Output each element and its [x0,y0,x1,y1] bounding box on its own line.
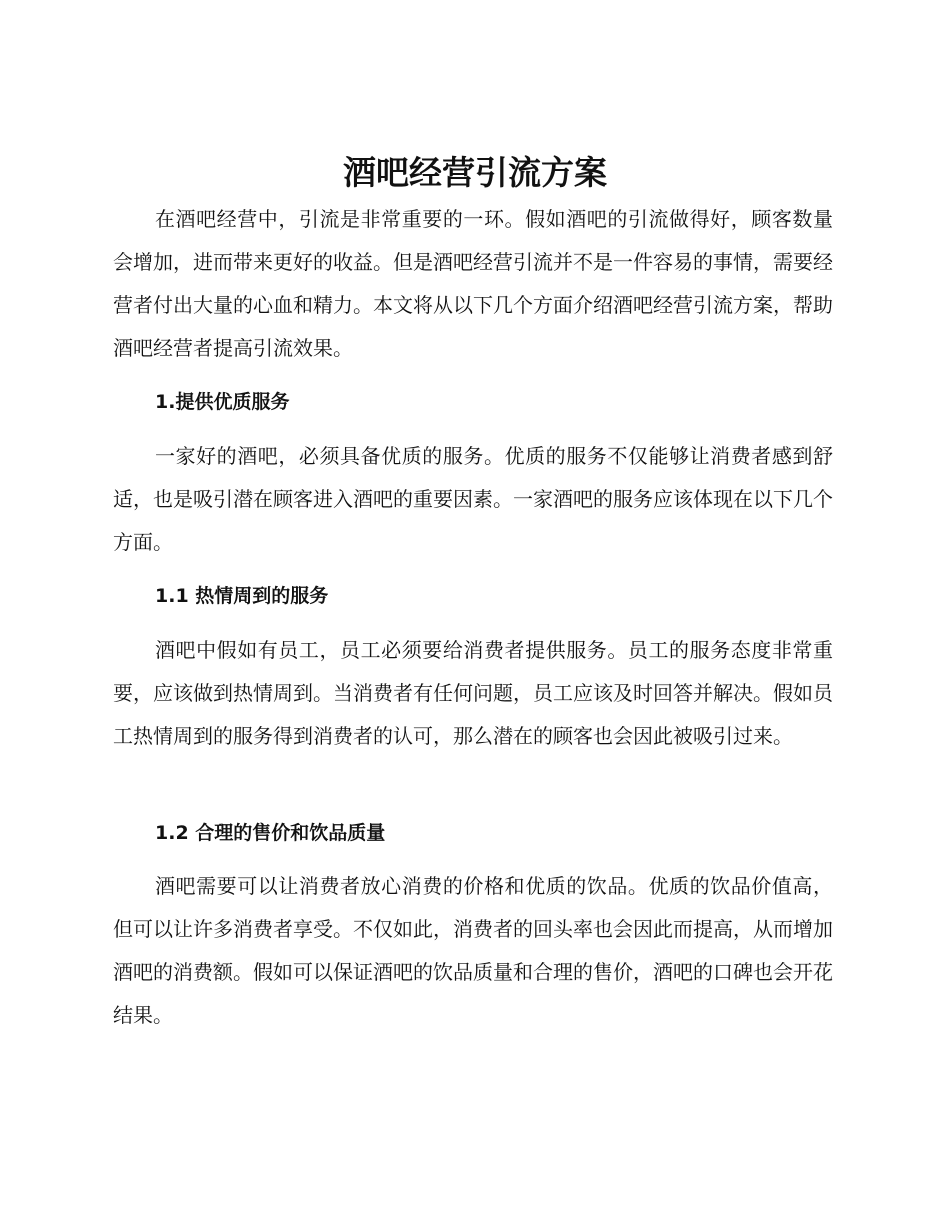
section-paragraph-1-1: 酒吧中假如有员工，员工必须要给消费者提供服务。员工的服务态度非常重要，应该做到热情周到。当消费者有任何问题，员工应该及时回答并解决。假如员工热情周到的服务得到消费者的认可，那么潜在的顾客也会因此被吸引过来。 [113,638,833,748]
section-heading-1-2: 1.2 合理的售价和饮品质量 [155,822,386,844]
intro-paragraph: 在酒吧经营中，引流是非常重要的一环。假如酒吧的引流做得好，顾客数量会增加，进而带来更好的收益。但是酒吧经营引流并不是一件容易的事情，需要经营者付出大量的心血和精力。本文将从以下几个方面介绍酒吧经营引流方案，帮助酒吧经营者提高引流效果。 [113,207,833,360]
section-paragraph-1: 一家好的酒吧，必须具备优质的服务。优质的服务不仅能够让消费者感到舒适，也是吸引潜在顾客进入酒吧的重要因素。一家酒吧的服务应该体现在以下几个方面。 [113,444,833,554]
document-title: 酒吧经营引流方案 [343,153,607,192]
section-paragraph-1-2: 酒吧需要可以让消费者放心消费的价格和优质的饮品。优质的饮品价值高，但可以让许多消费者享受。不仅如此，消费者的回头率也会因此而提高，从而增加酒吧的消费额。假如可以保证酒吧的饮品质量和合理的售价，酒吧的口碑也会开花结果。 [113,874,833,1027]
section-heading-1-1: 1.1 热情周到的服务 [155,585,329,607]
section-heading-1: 1.提供优质服务 [155,391,290,413]
